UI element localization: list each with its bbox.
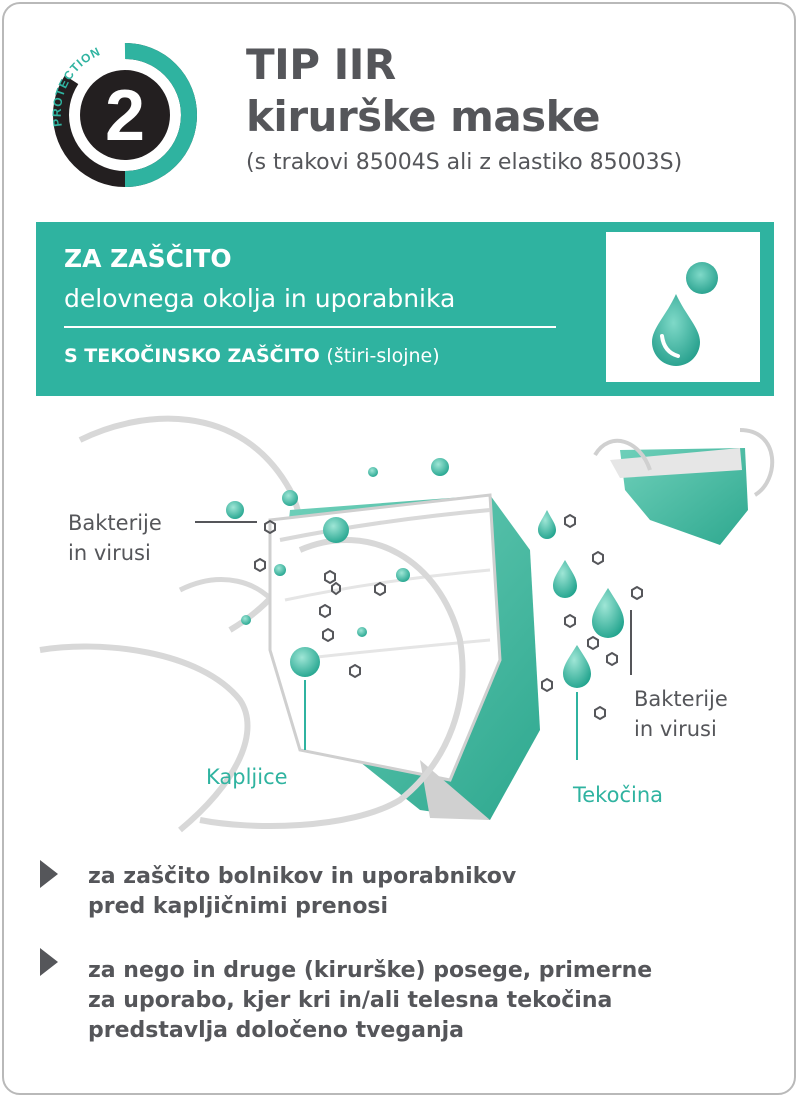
droplet-icon <box>606 232 760 382</box>
title-line2: kirurške maske <box>246 92 600 141</box>
mask-small <box>595 430 772 545</box>
banner-line3: S TEKOČINSKO ZAŠČITO (štiri-slojne) <box>64 345 440 367</box>
banner-line1: ZA ZAŠČITO <box>64 244 232 273</box>
banner-divider <box>64 326 556 328</box>
mask-illustration <box>20 400 790 860</box>
drop-icon-box <box>606 232 760 382</box>
title-line1: TIP IIR <box>246 40 396 89</box>
bullet-2: za nego in druge (kirurške) posege, primerne za uporabo, kjer kri in/ali telesna tekočina predstavlja določeno tveganja <box>88 958 653 1043</box>
badge-number: 2 <box>104 76 146 156</box>
label-droplets: Kapljice <box>206 765 288 789</box>
protection-2-badge <box>40 30 210 200</box>
subtitle: (s trakovi 85004S ali z elastiko 85003S) <box>246 150 683 175</box>
label-bacteria-right: Bakterije in virusi <box>634 687 728 741</box>
badge-text: PROTECTION <box>49 44 103 128</box>
bullet-arrow-icon <box>40 948 58 976</box>
label-bacteria-left: Bakterije in virusi <box>68 511 162 565</box>
bullet-arrow-icon <box>40 860 58 888</box>
bullet-1: za zaščito bolnikov in uporabnikov pred kapljičnimi prenosi <box>88 864 517 919</box>
banner-line2: delovnega okolja in uporabnika <box>64 284 456 313</box>
label-liquid: Tekočina <box>573 783 663 807</box>
